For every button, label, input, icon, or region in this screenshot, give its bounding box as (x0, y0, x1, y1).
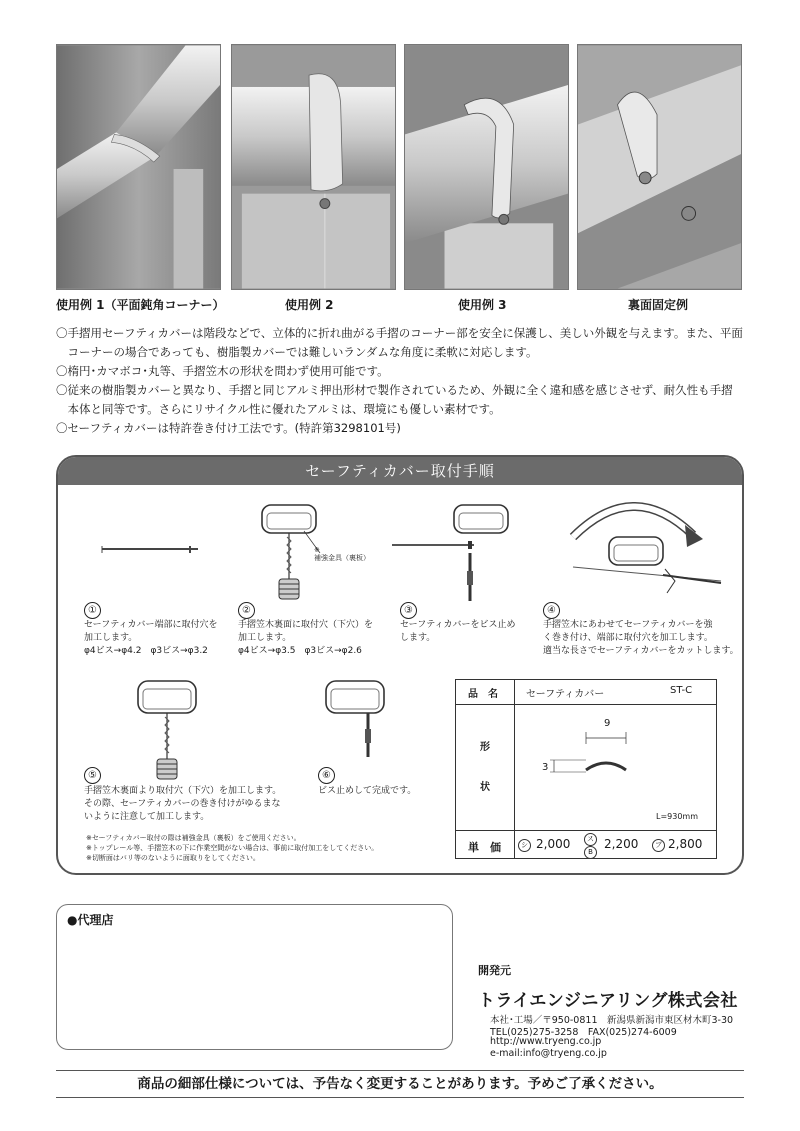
company-address: 本社･工場／〒950-0811 新潟県新潟市東区材木町3-30 (490, 1015, 734, 1026)
step-number: ④ (543, 602, 560, 619)
step-line: 手摺笠木にあわせてセーフティカバーを強 (543, 620, 713, 630)
agent-box (56, 904, 453, 1050)
step-line: 加工します。 (238, 633, 292, 643)
step5-illustration (130, 677, 210, 787)
step1-text (84, 619, 217, 658)
step-line: φ4ビス→φ4.2 φ3ビス→φ3.2 (84, 646, 208, 656)
step-line: します。 (400, 633, 436, 643)
step6-illustration (318, 677, 398, 767)
price-mark-bu: ブ (652, 839, 665, 852)
reinforce-label: 補強金具（裏板） (314, 554, 370, 562)
footer-notice: 商品の細部仕様については、予告なく変更することがあります。予めご了承ください。 (56, 1070, 744, 1098)
spec-name: セーフティカバー (526, 689, 605, 700)
developer-label: 開発元 (478, 964, 511, 977)
step4-illustration (563, 497, 723, 617)
desc-line: コーナーの場合であっても、樹脂製カバーでは難しいランダムな角度に柔軟に対応します。 (56, 345, 538, 359)
photo-caption-3: 使用例 3 (458, 298, 507, 312)
photo-usage-1 (56, 44, 221, 290)
step3-illustration (392, 501, 522, 611)
step-line: く巻き付け、端部に取付穴を加工します。 (543, 633, 713, 643)
dim-height: 3 (542, 762, 549, 773)
step-line: 適当な長さでセーフティカバーをカットします。 (543, 646, 739, 656)
price-value: 2,800 (668, 837, 703, 851)
photo-back-fixing-image (578, 45, 741, 289)
agent-title: ●代理店 (67, 913, 114, 927)
step-line: いように注意して加工します。 (84, 812, 210, 822)
price-label: 単 価 (468, 841, 501, 854)
photo-usage-2-image (232, 45, 395, 289)
step2-text (238, 619, 373, 658)
product-description (56, 324, 756, 438)
desc-line: 〇楕円･カマボコ･丸等、手摺笠木の形状を問わず使用可能です。 (56, 364, 389, 378)
spec-length: L=930mm (656, 812, 699, 821)
desc-line: 〇手摺用セーフティカバーは階段などで、立体的に折れ曲がる手摺のコーナー部を安全に保護し、美しい外観を与えます。また、平面 (56, 326, 743, 340)
note-line: ※切断面はバリ等のないように面取りをしてください。 (86, 854, 260, 862)
price-mark-shi: シ (518, 839, 531, 852)
step-line: 手摺笠木裏面に取付穴（下穴）を (238, 620, 374, 630)
photo-usage-3 (404, 44, 569, 290)
company-url: http://www.tryeng.co.jp (490, 1036, 602, 1047)
price-mark-b: B (584, 846, 597, 859)
desc-line: 〇従来の樹脂製カバーと異なり、手摺と同じアルミ押出形材で製作されているため、外観に全く違和感を感じさせず、耐久性も手摺 (56, 383, 733, 397)
step-number: ⑤ (84, 767, 101, 784)
step-number: ⑥ (318, 767, 335, 784)
photo-caption-1: 使用例 1（平面鈍角コーナー） (56, 298, 225, 312)
reinforce-mark: ※ (314, 546, 320, 554)
photo-caption-4: 裏面固定例 (628, 298, 689, 312)
company-email: e-mail:info@tryeng.co.jp (490, 1048, 607, 1059)
price-value: 2,000 (536, 837, 571, 851)
step3-text (400, 619, 515, 645)
step5-text (84, 785, 281, 824)
step-line: ビス止めして完成です。 (318, 786, 417, 796)
company-name: トライエンジニアリング株式会社 (478, 991, 738, 1011)
photo-usage-1-image (57, 45, 220, 289)
step-line: セーフティカバーをビス止め (400, 620, 516, 630)
note-line: ※セーフティカバー取付の際は補強金具（裏板）をご使用ください。 (86, 834, 301, 842)
spec-shape-label-2: 状 (480, 782, 490, 793)
step-number: ① (84, 602, 101, 619)
photo-back-fixing (577, 44, 742, 290)
spec-code: ST-C (670, 685, 693, 696)
step-line: セーフティカバー端部に取付穴を (84, 620, 218, 630)
installation-procedure-panel (56, 455, 744, 875)
spec-name-row (456, 680, 716, 705)
step6-text (318, 785, 416, 798)
photo-usage-3-image (405, 45, 568, 289)
note-line: ※トップレール等、手摺笠木の下に作業空間がない場合は、事前に取付加工をしてください。 (86, 844, 379, 852)
spec-price-row (456, 830, 716, 861)
spec-shape-label-1: 形 (480, 742, 490, 753)
step-number: ③ (400, 602, 417, 619)
procedure-title: セーフティカバー取付手順 (58, 457, 742, 485)
step-line: その際、セーフティカバーの巻き付けがゆるまな (84, 799, 281, 809)
step1-illustration (98, 543, 208, 557)
step-number: ② (238, 602, 255, 619)
dim-width: 9 (604, 718, 611, 729)
step-line: φ4ビス→φ3.5 φ3ビス→φ2.6 (238, 646, 362, 656)
price-mark-su: ス (584, 833, 597, 846)
company-tel: TEL(025)275-3258 FAX(025)274-6009 (490, 1027, 677, 1038)
photo-caption-2: 使用例 2 (285, 298, 334, 312)
photo-usage-2 (231, 44, 396, 290)
spec-name-label: 品 名 (468, 689, 498, 700)
procedure-notes (86, 833, 378, 863)
price-value: 2,200 (604, 837, 639, 851)
step4-text (543, 619, 739, 658)
step-line: 手摺笠木裏面より取付穴（下穴）を加工します。 (84, 786, 282, 796)
desc-line: 〇セーフティカバーは特許巻き付け工法です。(特許第3298101号) (56, 421, 401, 435)
desc-line: 本体と同等です。さらにリサイクル性に優れたアルミは、環境にも優しい素材です。 (56, 402, 501, 416)
step-line: 加工します。 (84, 633, 138, 643)
spec-table (455, 679, 717, 859)
